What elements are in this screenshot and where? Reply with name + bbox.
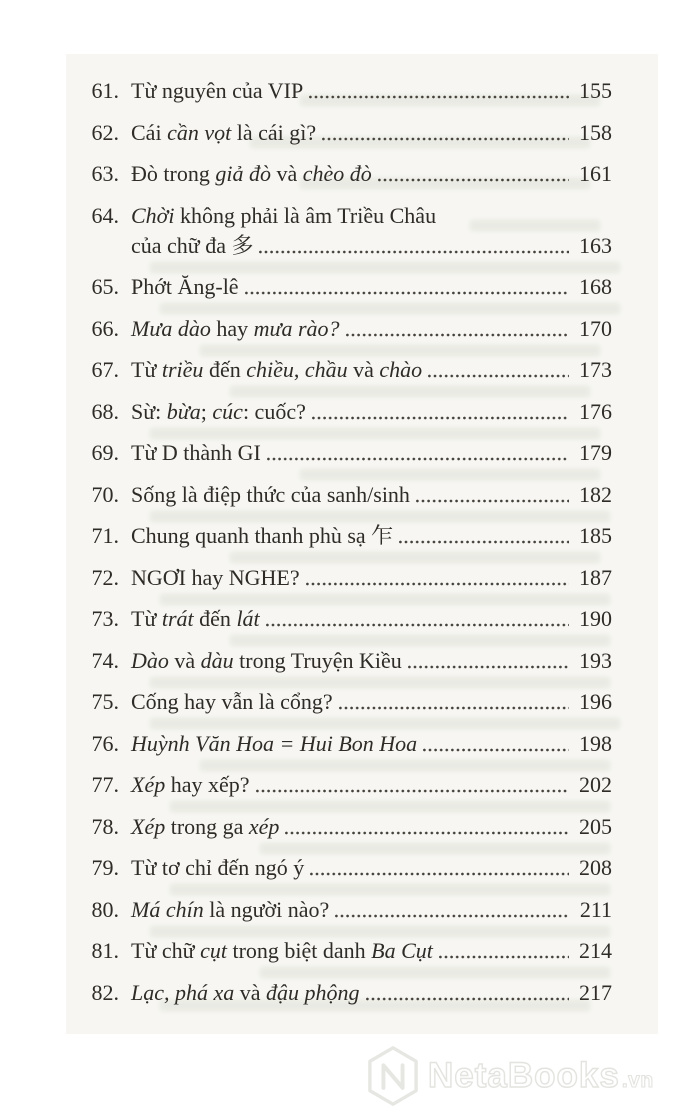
title-segment: Từ D thành GI (131, 440, 261, 465)
toc-line (85, 606, 612, 632)
title-segment: Từ nguyên của VIP (131, 78, 304, 103)
toc-entry (85, 565, 612, 591)
title-segment: , (293, 357, 305, 382)
dot-leader (266, 623, 569, 627)
entry-number: 77. (91, 772, 119, 797)
title-segment: NGƠI hay NGHE? (131, 564, 300, 590)
title-segment: và (270, 161, 303, 186)
page-number: 179 (579, 440, 612, 465)
entry-number: 75. (91, 689, 119, 714)
title-segment: Cống hay vẫn là cổng? (131, 689, 333, 714)
toc-entry (85, 938, 612, 964)
title-segment: bừa (166, 398, 201, 424)
page-number: 158 (579, 119, 612, 145)
title-segment: và (347, 357, 380, 382)
entry-title (131, 274, 239, 300)
dot-leader (245, 291, 569, 295)
page-number: 176 (579, 398, 612, 424)
title-segment: chào (379, 357, 423, 382)
title-segment: cúc (212, 398, 243, 424)
entry-number: 67. (91, 357, 119, 382)
page-number: 198 (579, 730, 612, 756)
toc-entry (85, 274, 612, 300)
toc-entry (85, 648, 612, 674)
dot-leader (309, 95, 569, 99)
dot-leader (256, 789, 570, 793)
entry-title (131, 440, 261, 466)
title-segment: Ba Cụt (371, 938, 433, 963)
title-segment: là người nào? (203, 896, 330, 922)
title-segment: trong ga (165, 813, 249, 839)
toc-entry (85, 482, 612, 508)
title-segment: Má chín (131, 896, 204, 922)
entry-title (131, 316, 340, 342)
dot-leader (335, 914, 569, 918)
page-number: 168 (579, 274, 612, 299)
toc-entry (85, 440, 612, 466)
netabooks-watermark (364, 1044, 654, 1108)
title-segment: trát (161, 606, 194, 631)
entry-title (131, 482, 410, 508)
title-segment: đến (193, 606, 237, 631)
title-segment: trong Truyện Kiều (233, 647, 402, 673)
entry-number: 64. (91, 202, 119, 228)
toc-entry (85, 399, 612, 425)
title-segment: xép (248, 813, 280, 839)
dot-leader (346, 333, 569, 337)
entry-title (131, 772, 250, 798)
page-number: 190 (579, 606, 612, 631)
entry-title (131, 731, 417, 757)
dot-leader (399, 540, 569, 544)
title-segment: Từ tơ chỉ đến ngó ý (131, 855, 305, 880)
title-segment: Chung quanh thanh phù sạ 乍 (131, 523, 394, 548)
toc-entry (85, 980, 612, 1006)
dot-leader (312, 416, 569, 420)
dot-leader (285, 831, 569, 835)
entry-title (131, 606, 260, 632)
page-number: 217 (579, 979, 612, 1005)
dot-leader (267, 457, 569, 461)
page-number: 208 (579, 855, 612, 880)
watermark-brand-text: NetaBooks (428, 1056, 620, 1095)
page-number: 193 (579, 647, 612, 673)
toc-line (85, 855, 612, 881)
watermark-tld-text: .vn (621, 1069, 654, 1092)
entry-number: 71. (91, 523, 119, 548)
toc-entry (85, 78, 612, 104)
title-segment: đến (203, 357, 247, 382)
toc-line (85, 565, 612, 591)
title-segment: Phớt Ăng-lê (131, 274, 239, 299)
dot-leader (416, 499, 569, 503)
dot-leader (408, 665, 569, 669)
title-segment: lát (236, 606, 260, 631)
entry-title (131, 897, 329, 923)
entry-number: 68. (91, 398, 119, 424)
entry-number: 62. (91, 119, 119, 145)
dot-leader (366, 997, 569, 1001)
dot-leader (310, 872, 569, 876)
toc-line (85, 316, 612, 342)
page-number: 196 (579, 689, 612, 714)
entry-number: 80. (91, 896, 119, 922)
title-segment: Mưa dào (131, 315, 211, 341)
entry-title (131, 980, 360, 1006)
title-segment: Từ (131, 357, 162, 382)
title-segment: và (168, 647, 201, 673)
toc-line (85, 357, 612, 383)
entry-number: 74. (91, 647, 119, 673)
toc-line (85, 897, 612, 923)
entry-title (131, 648, 402, 674)
title-segment: và (234, 979, 267, 1005)
toc-line (85, 399, 612, 425)
toc-line (85, 120, 612, 146)
entry-number: 63. (91, 161, 119, 186)
title-segment: mưa rào? (253, 315, 340, 341)
toc-line (85, 203, 612, 229)
page-number: 155 (579, 78, 612, 103)
toc-entry (85, 897, 612, 923)
page-number: 173 (579, 357, 612, 382)
title-segment: Đò trong (131, 161, 216, 186)
toc-entry (85, 772, 612, 798)
entry-number: 61. (91, 78, 119, 103)
title-segment: triều (161, 357, 204, 382)
dot-leader (423, 748, 569, 752)
title-segment: cần vọt (167, 119, 232, 145)
entry-number: 76. (91, 730, 119, 756)
title-segment: Dào (131, 647, 169, 673)
toc-line (85, 482, 612, 508)
page-number: 185 (579, 523, 612, 548)
entry-number: 79. (91, 855, 119, 880)
entry-number (85, 233, 119, 259)
title-segment: đậu phộng (266, 979, 360, 1005)
entry-title (131, 78, 303, 104)
page-number: 211 (579, 896, 612, 922)
entry-title (131, 689, 333, 715)
title-segment: Huỳnh Văn Hoa = Hui Bon Hoa (131, 730, 418, 756)
entry-number: 66. (91, 315, 119, 341)
toc-entry (85, 689, 612, 715)
toc-entry (85, 606, 612, 632)
toc-entry (85, 731, 612, 757)
entry-title (131, 161, 372, 187)
title-segment: dàu (200, 647, 234, 673)
title-segment: : cuốc? (242, 398, 306, 424)
toc-line (85, 689, 612, 715)
toc-line (85, 731, 612, 757)
entry-number: 72. (91, 564, 119, 590)
title-segment: trong biệt danh (226, 938, 372, 963)
toc-entry (85, 855, 612, 881)
toc-entry (85, 161, 612, 187)
entry-number: 78. (91, 813, 119, 839)
title-segment: không phải là âm Triều Châu (174, 202, 437, 228)
title-segment: giả đò (215, 161, 271, 186)
toc-line (85, 523, 612, 549)
title-segment: Chời (131, 202, 175, 228)
toc-entry (85, 814, 612, 840)
title-segment: Sừ: (131, 398, 167, 424)
toc-line (85, 980, 612, 1006)
toc-line (85, 274, 612, 300)
entry-number: 69. (91, 440, 119, 465)
toc-line (85, 772, 612, 798)
toc-line (85, 78, 612, 104)
netabooks-hexagon-n-icon (364, 1045, 422, 1107)
title-segment: cụt (200, 938, 227, 963)
toc-line (85, 938, 612, 964)
toc-line (85, 161, 612, 187)
title-segment: Cái (131, 119, 168, 145)
entry-title (131, 565, 300, 591)
dot-leader (306, 582, 569, 586)
page-number: 182 (579, 481, 612, 507)
toc-line (85, 233, 612, 259)
entry-title (131, 357, 422, 383)
title-segment: Sống là điệp thức của sanh/sinh (131, 481, 410, 507)
toc-entry (85, 120, 612, 146)
dot-leader (322, 137, 569, 141)
entry-title (131, 203, 436, 229)
title-segment: Xép (131, 772, 166, 797)
dot-leader (439, 955, 569, 959)
dot-leader (428, 374, 569, 378)
table-of-contents (85, 78, 612, 1021)
title-segment: của chữ đa 多 (131, 232, 254, 258)
title-segment: chiều (246, 357, 294, 382)
toc-entry (85, 357, 612, 383)
entry-title (131, 399, 306, 425)
toc-line (85, 440, 612, 466)
title-segment: chầu (304, 357, 348, 382)
title-segment: là cái gì? (231, 119, 317, 145)
page-number: 161 (579, 161, 612, 186)
page-number: 170 (579, 315, 612, 341)
entry-title (131, 233, 253, 259)
dot-leader (259, 250, 569, 254)
page-number: 187 (579, 564, 612, 590)
title-segment: hay (210, 315, 254, 341)
title-segment: hay xếp? (165, 772, 250, 797)
dot-leader (339, 706, 569, 710)
page-number: 163 (579, 232, 612, 258)
dot-leader (378, 178, 569, 182)
entry-title (131, 814, 279, 840)
page-number: 214 (579, 938, 612, 963)
entry-title (131, 855, 304, 881)
page-number: 205 (579, 813, 612, 839)
entry-number: 82. (91, 979, 119, 1005)
toc-line (85, 648, 612, 674)
toc-entry (85, 316, 612, 342)
entry-number: 70. (91, 481, 119, 507)
entry-title (131, 938, 433, 964)
page-number: 202 (579, 772, 612, 797)
title-segment: ; (200, 398, 213, 424)
entry-number: 73. (91, 606, 119, 631)
title-segment: Lạc, phá xa (131, 979, 235, 1005)
title-segment: Từ chữ (131, 938, 201, 963)
entry-title (131, 523, 393, 549)
title-segment: Xép (131, 813, 166, 839)
title-segment: Từ (131, 606, 162, 631)
entry-number: 81. (91, 938, 119, 963)
entry-number: 65. (91, 274, 119, 299)
entry-title (131, 120, 316, 146)
toc-entry (85, 203, 612, 259)
toc-line (85, 814, 612, 840)
toc-entry (85, 523, 612, 549)
title-segment: chèo đò (302, 161, 372, 186)
